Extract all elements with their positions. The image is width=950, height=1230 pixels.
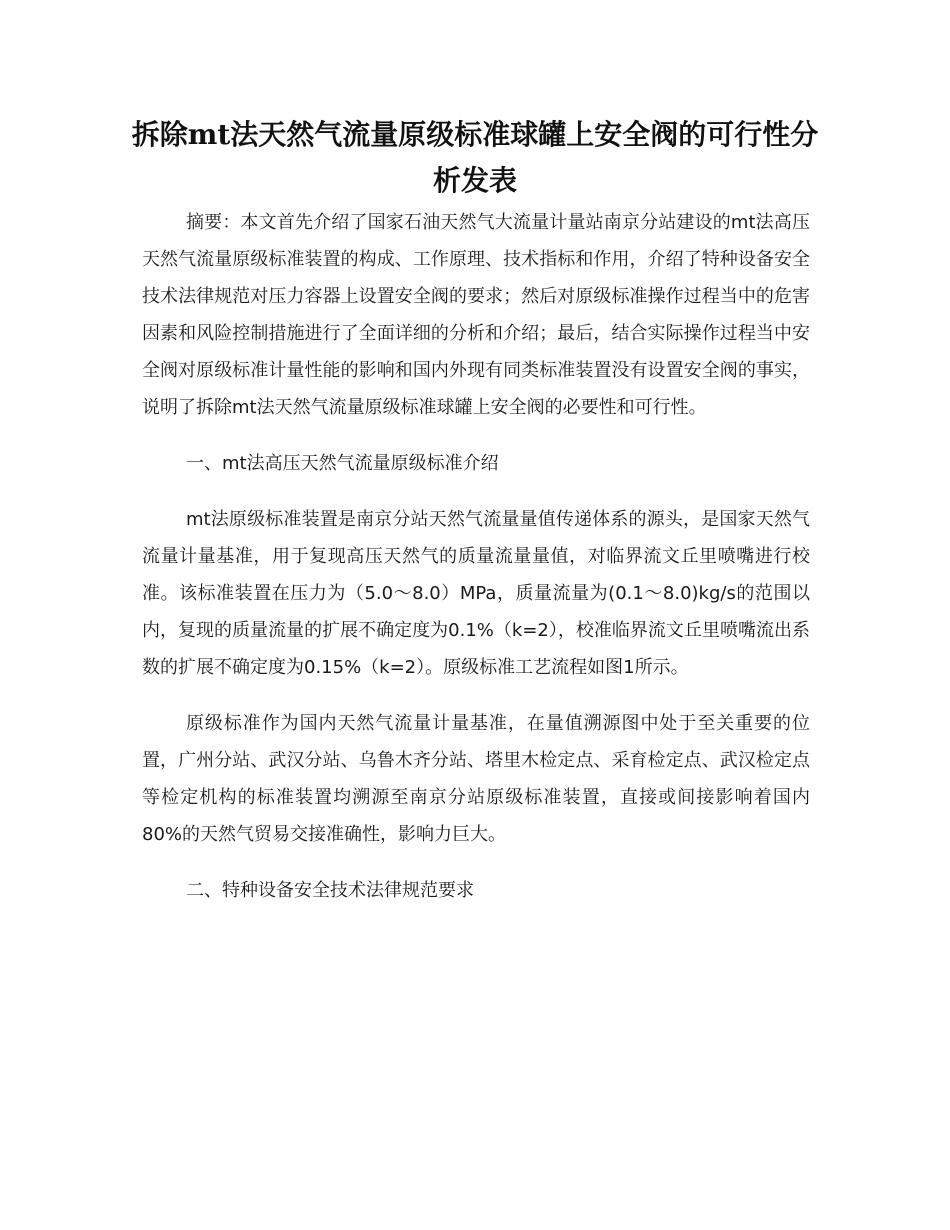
abstract-paragraph: 摘要：本文首先介绍了国家石油天然气大流量计量站南京分站建设的mt法高压天然气流量原级标准装置的构成、工作原理、技术指标和作用，介绍了特种设备安全技术法律规范对压力容器上设置安全阀的要求；然后对原级标准操作过程当中的危害因素和风险控制措施进行了全面详细的分析和介绍；最后，结合实际操作过程当中安全阀对原级标准计量性能的影响和国内外现有同类标准装置没有设置安全阀的事实，说明了拆除mt法天然气流量原级标准球罐上安全阀的必要性和可行性。 xyxy=(142,212,810,418)
body-paragraph: 原级标准作为国内天然气流量计量基准，在量值溯源图中处于至关重要的位置，广州分站、武汉分站、乌鲁木齐分站、塔里木检定点、采育检定点、武汉检定点等检定机构的标准装置均溯源至南京分站原级标准装置，直接或间接影响着国内80%的天然气贸易交接准确性，影响力巨大。 xyxy=(142,713,810,845)
document-body xyxy=(142,204,810,928)
document-title: 拆除mt法天然气流量原级标准球罐上安全阀的可行性分析发表 xyxy=(131,118,819,197)
body-paragraph: mt法原级标准装置是南京分站天然气流量量值传递体系的源头，是国家天然气流量计量基准，用于复现高压天然气的质量流量量值，对临界流文丘里喷嘴进行校准。该标准装置在压力为（5.0～8.0）MPa，质量流量为(0.1～8.0)kg/s的范围以内，复现的质量流量的扩展不确定度为0.1%（k=2），校准临界流文丘里喷嘴流出系数的扩展不确定度为0.15%（k=2）。原级标准工艺流程如图1所示。 xyxy=(142,509,810,678)
section-heading-2: 二、特种设备安全技术法律规范要求 xyxy=(186,880,474,901)
section-heading-1: 一、mt法高压天然气流量原级标准介绍 xyxy=(186,453,499,474)
